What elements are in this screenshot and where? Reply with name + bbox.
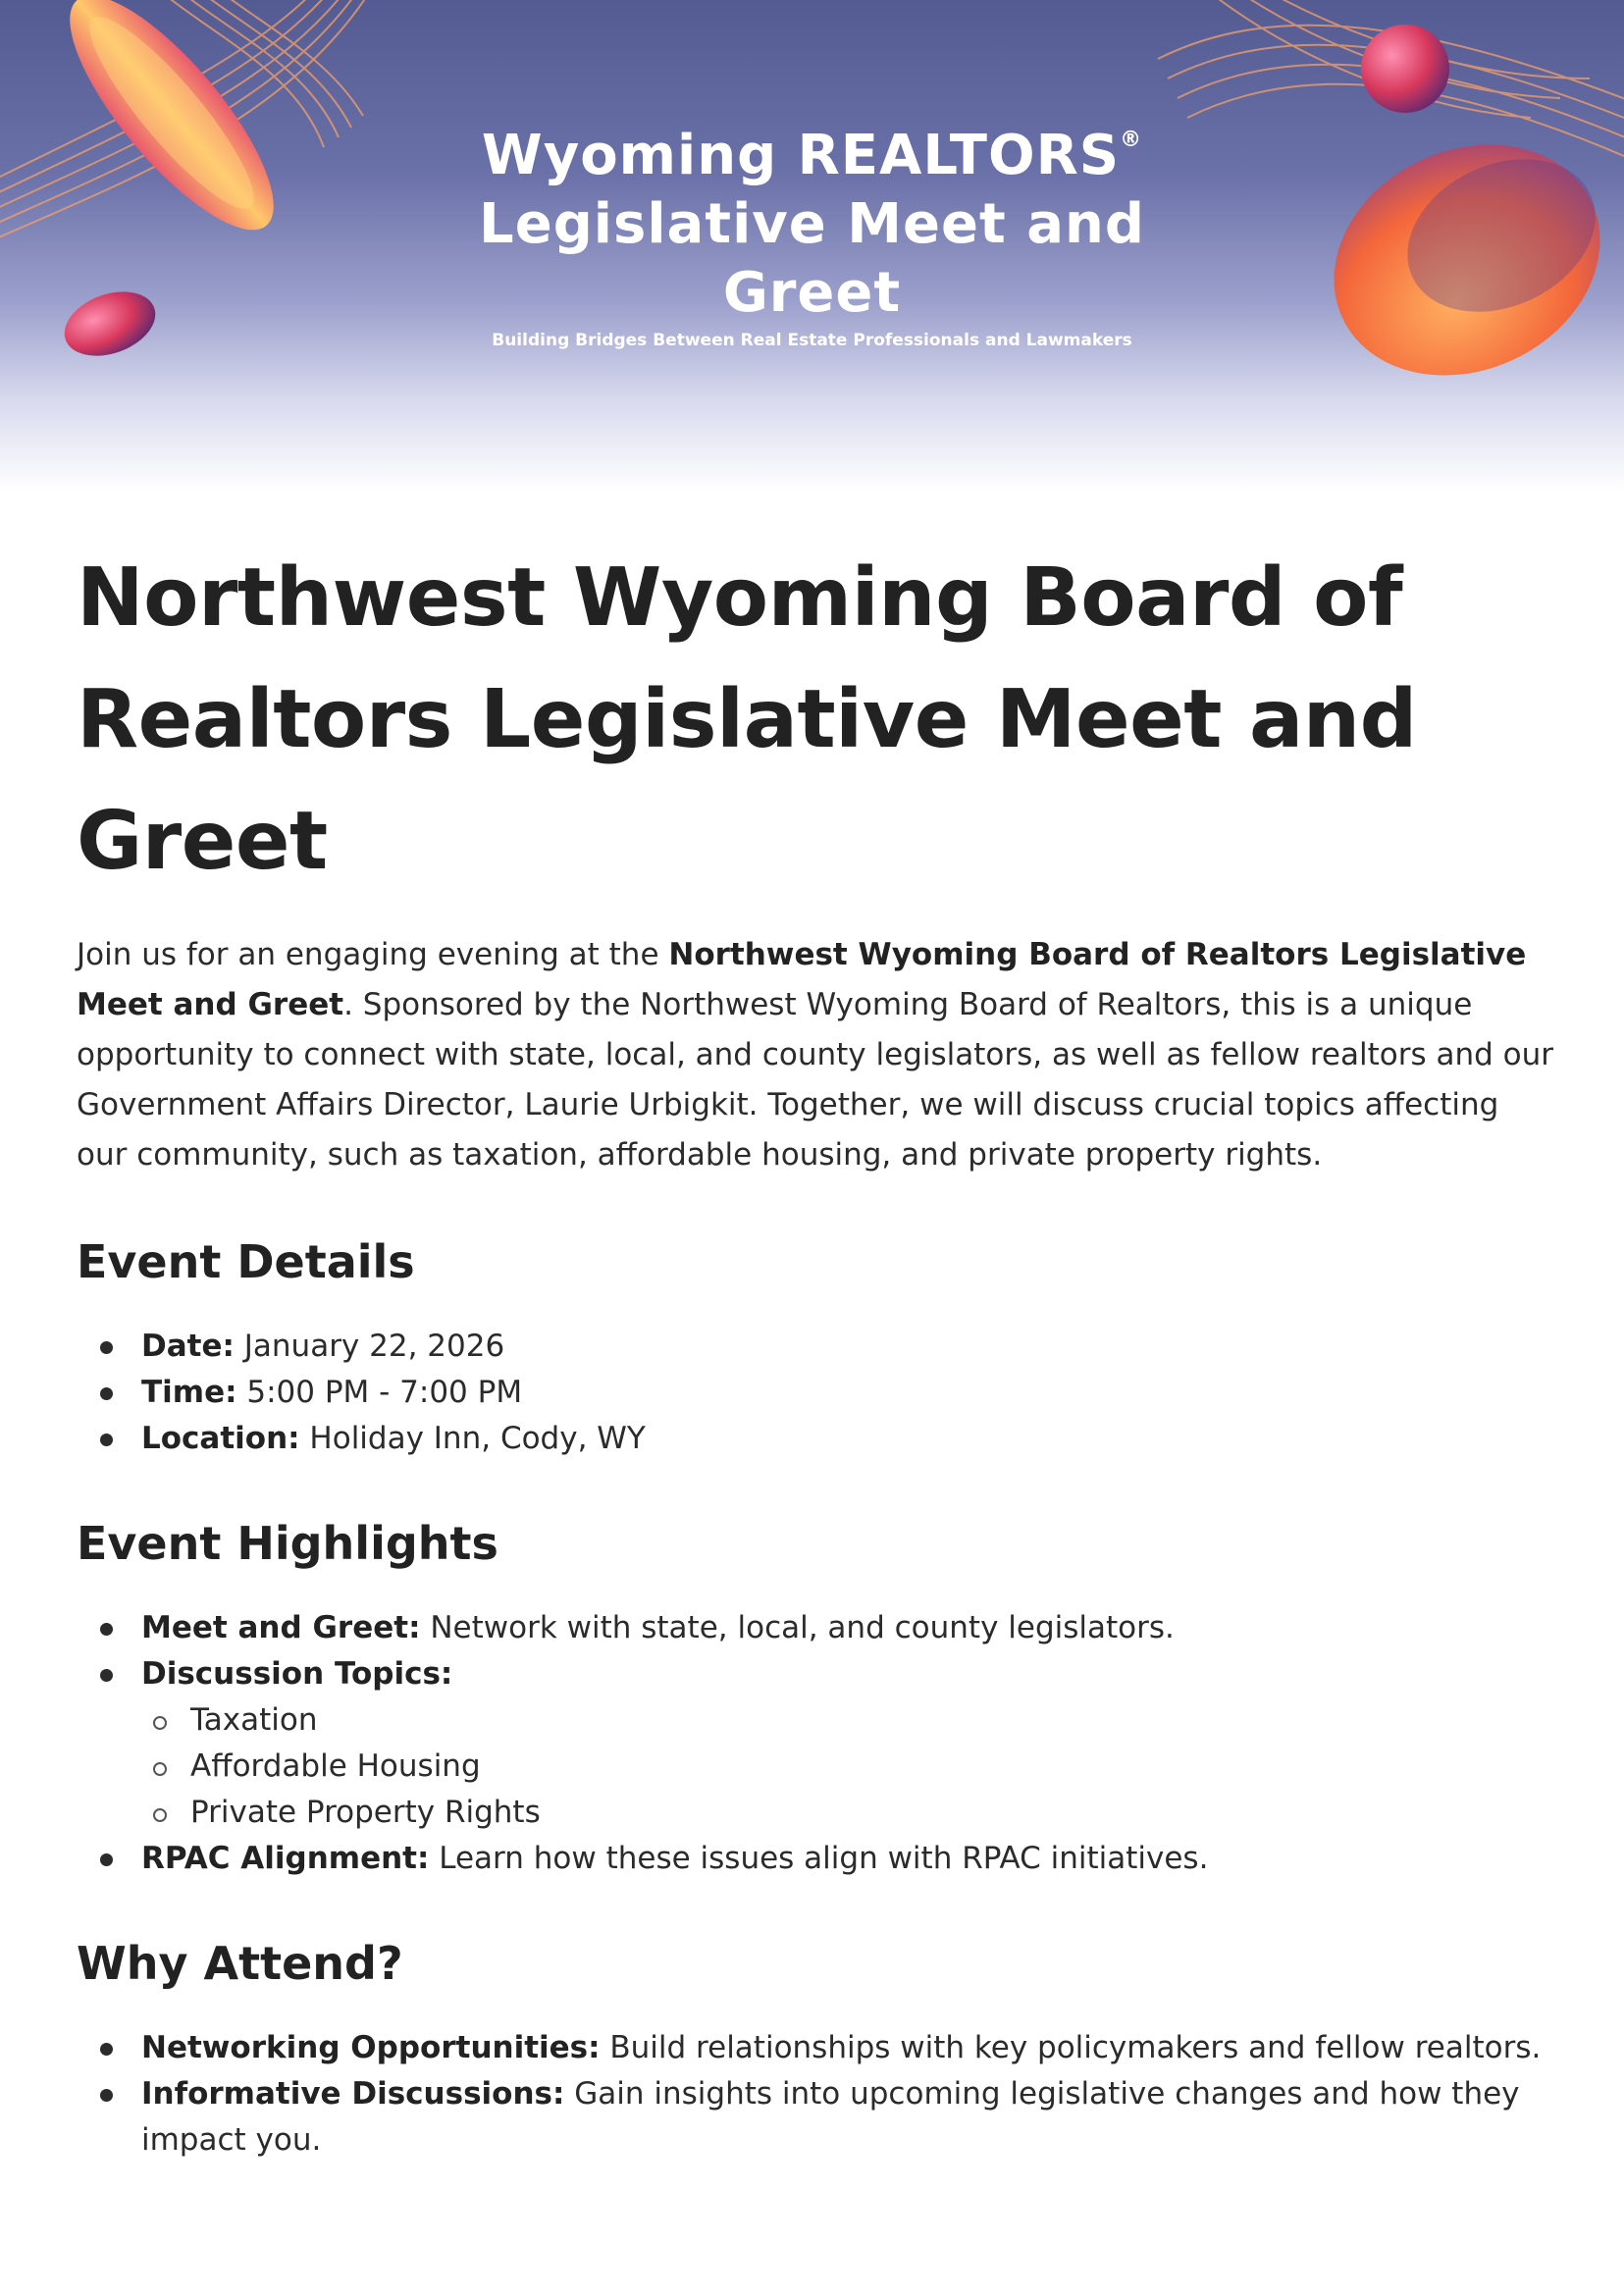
right-small-sphere [1361,25,1449,113]
event-highlights-list [77,1605,1558,1882]
left-bean-shape [56,280,165,367]
sublist-item-taxation: Taxation [190,1697,1558,1744]
list-item-location [141,1416,1558,1462]
left-capsule-shape [39,0,303,257]
banner-title [393,106,1231,328]
header-banner [0,0,1624,491]
item-value: Learn how these issues align with RPAC initiatives. [429,1841,1209,1876]
item-label: Informative Discussions: [141,2076,565,2112]
page-title: Northwest Wyoming Board of Realtors Legislative Meet and Greet [77,551,1417,888]
item-value: Network with state, local, and county legislators. [420,1610,1175,1645]
list-item-informative-discussions [141,2071,1558,2164]
document-body [77,538,1558,2164]
registered-mark: ® [1120,128,1143,152]
item-label: Time: [141,1375,237,1410]
list-item-meet-and-greet [141,1605,1558,1651]
intro-event-name: Northwest Wyoming Board of Realtors Legislative Meet and Greet [77,937,1527,1022]
intro-text-2: . Sponsored by the Northwest Wyoming Board of Realtors, this is a unique opportunity to connect with state, local, and county legislators, as well as fellow realtors and our Government Affairs Director, Laurie Urbigkit. Together, we will discuss crucial topics affecting our community, such as taxation, affordable housing, and private property rights. [77,987,1553,1173]
event-highlights-heading: Event Highlights [77,1517,498,1570]
item-value: Holiday Inn, Cody, WY [299,1421,646,1456]
item-value: Gain insights into upcoming legislative changes and how they impact you. [141,2076,1520,2158]
event-details-heading: Event Details [77,1235,415,1288]
item-label: RPAC Alignment: [141,1841,430,1876]
sublist-item-affordable-housing: Affordable Housing [190,1744,1558,1790]
banner-title-line-2: Legislative Meet and [479,192,1145,256]
banner-title-line-3: Greet [722,261,902,325]
list-item-date [141,1324,1558,1370]
why-attend-heading: Why Attend? [77,1937,403,1990]
right-disc-shape [1296,102,1624,417]
item-value: Build relationships with key policymakers and fellow realtors. [600,2030,1542,2065]
why-attend-list [77,2025,1558,2164]
intro-paragraph [77,930,1558,1180]
item-label: Discussion Topics: [141,1656,453,1692]
intro-text-1: Join us for an engaging evening at the [77,937,669,972]
item-label: Meet and Greet: [141,1610,421,1645]
list-item-discussion-topics [141,1651,1558,1836]
item-value: 5:00 PM - 7:00 PM [236,1375,523,1410]
list-item-time [141,1370,1558,1416]
item-label: Date: [141,1329,235,1364]
item-label: Location: [141,1421,300,1456]
event-details-list [77,1324,1558,1462]
discussion-topics-sublist [141,1697,1558,1836]
banner-title-line-1: Wyoming REALTORS [481,124,1121,187]
sublist-item-property-rights: Private Property Rights [190,1790,1558,1836]
list-item-rpac-alignment [141,1836,1558,1882]
item-value: January 22, 2026 [234,1329,505,1364]
list-item-networking [141,2025,1558,2071]
item-label: Networking Opportunities: [141,2030,601,2065]
banner-subtitle: Building Bridges Between Real Estate Professionals and Lawmakers [492,331,1132,350]
